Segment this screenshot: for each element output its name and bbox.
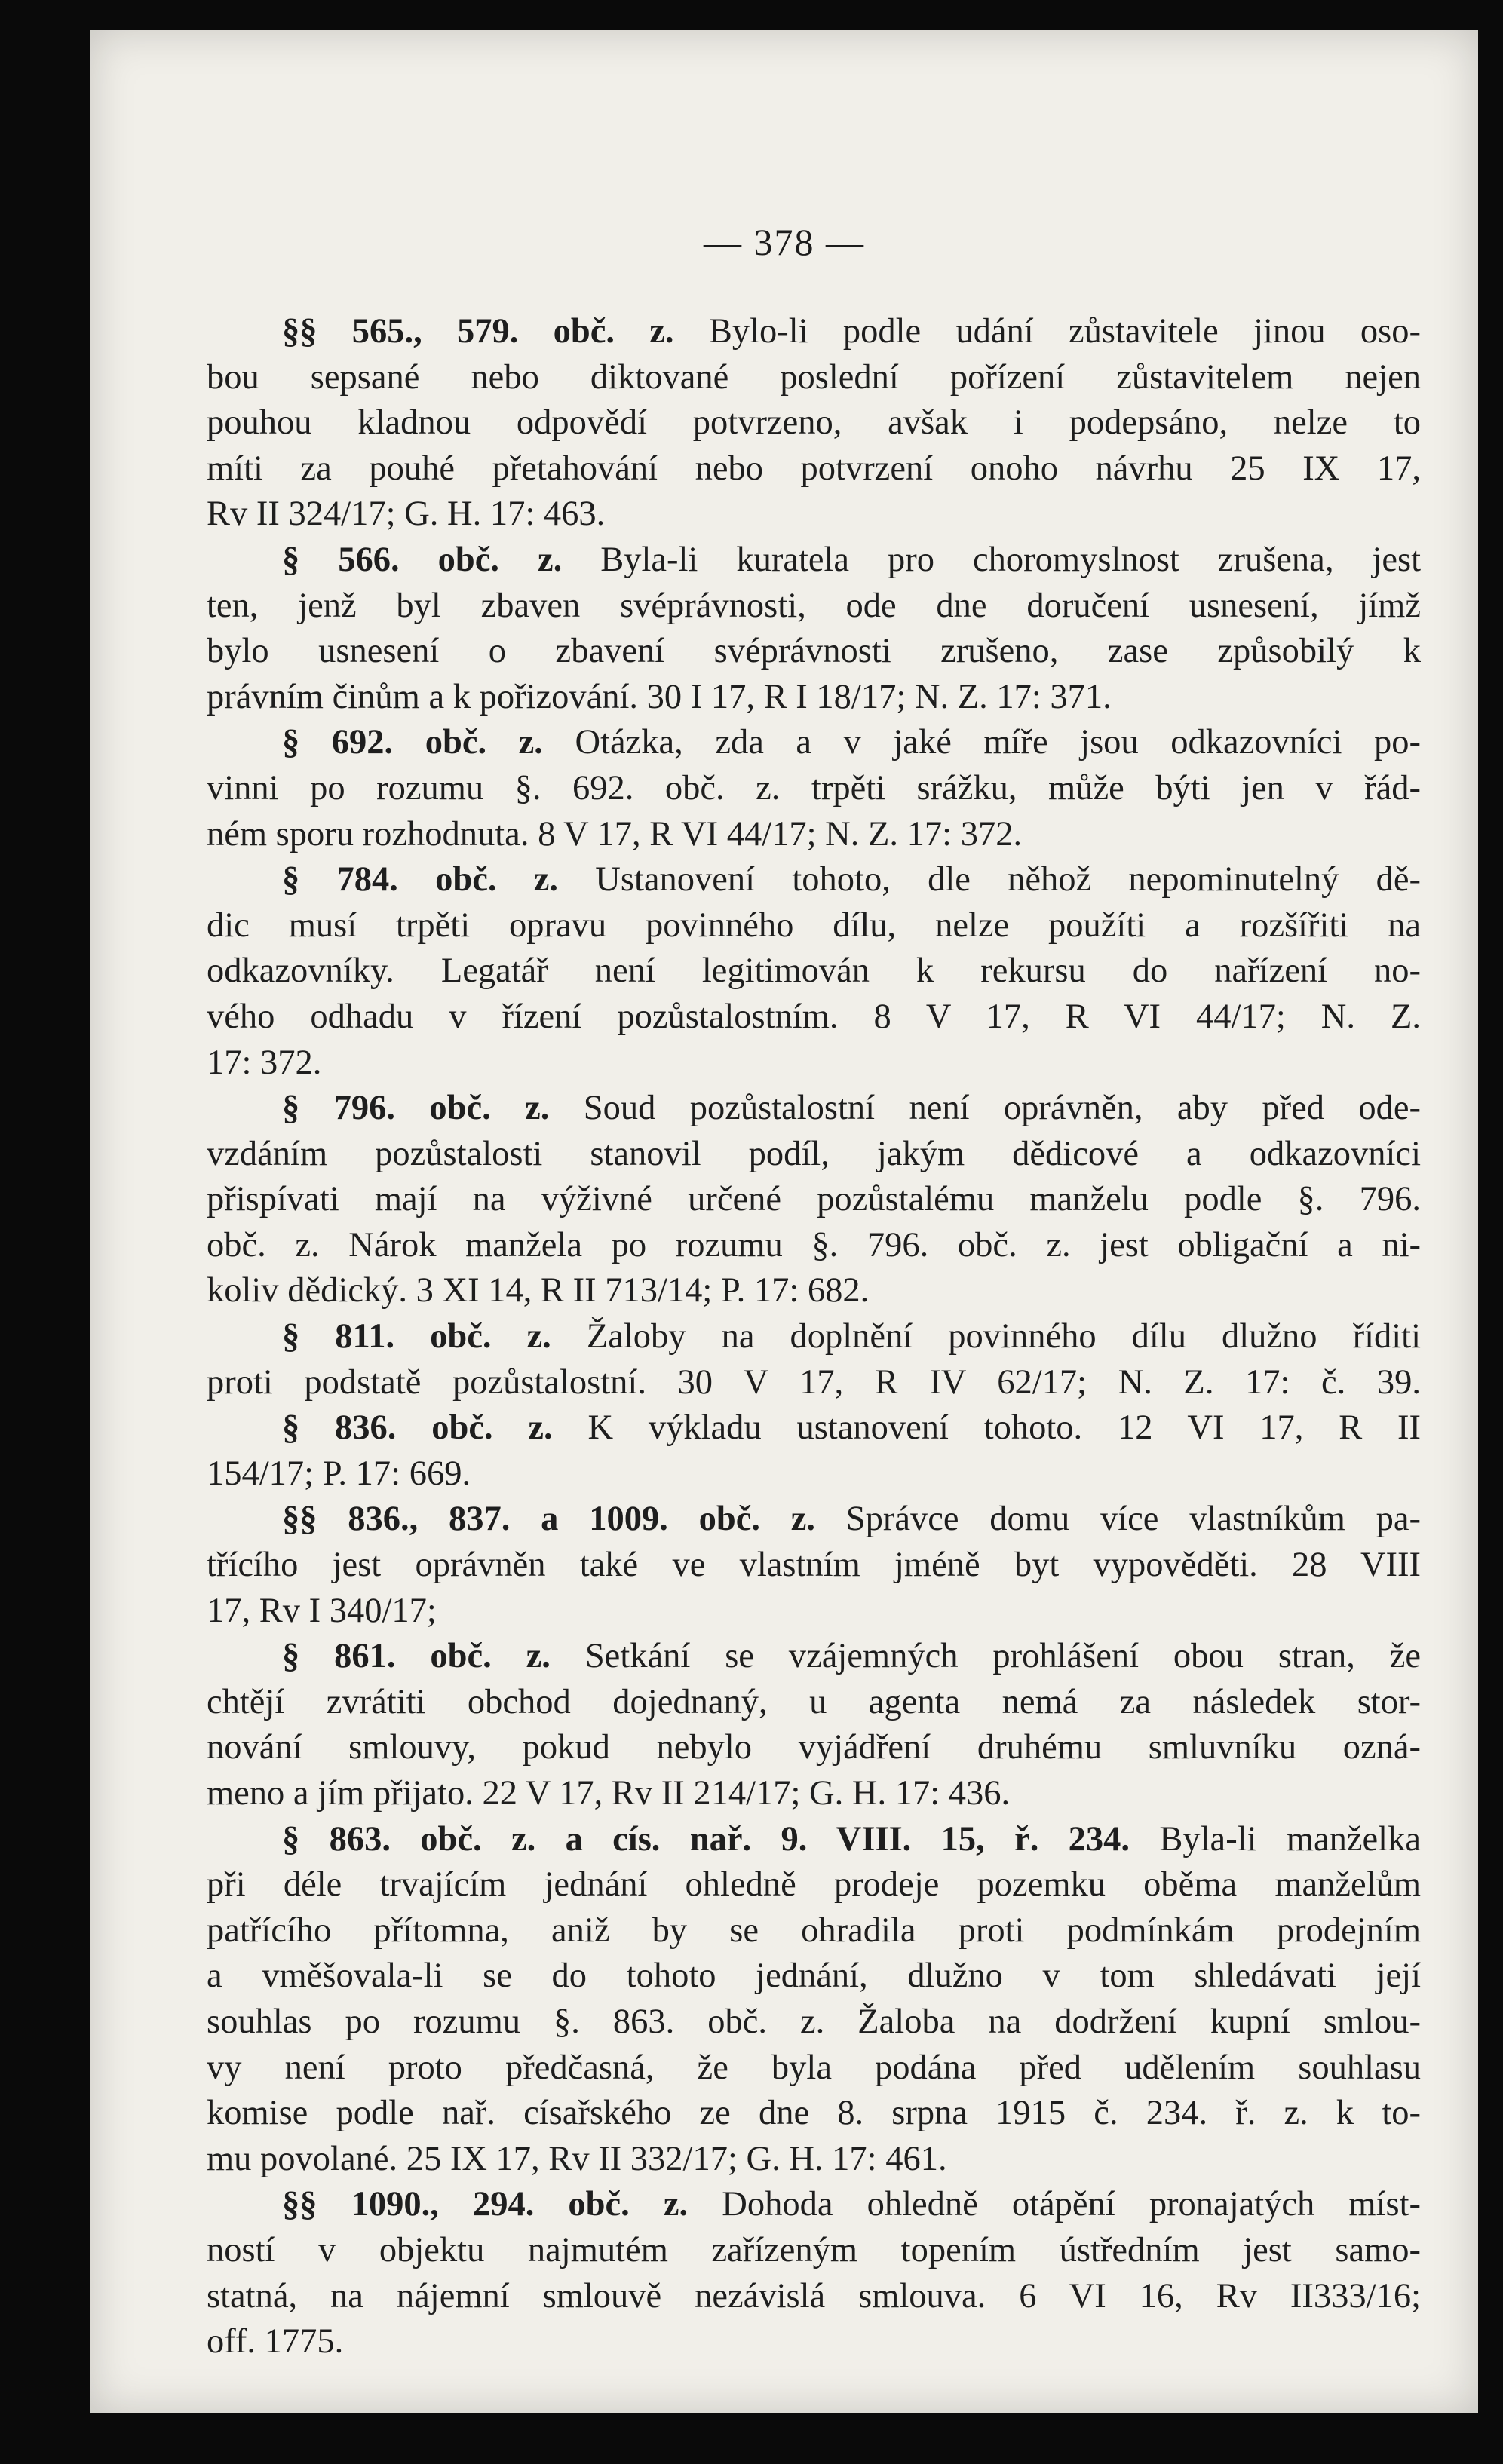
- text-line: a vměšovala-li se do tohoto jednání, dlužno v tom shledávati její: [207, 1957, 1421, 1996]
- text-line: ten, jenž byl zbaven svéprávnosti, ode dne doručení usnesení, jímž: [207, 586, 1421, 625]
- text-line: vy není proto předčasná, že byla podána před udělením souhlasu: [207, 2048, 1421, 2087]
- text-line: §§ 1090., 294. obč. z. Dohoda ohledně otápění pronajatých míst-: [282, 2185, 1421, 2224]
- section-ref: § 692. obč. z.: [282, 723, 543, 762]
- section-ref: § 784. obč. z.: [282, 860, 559, 899]
- text-line: chtějí zvrátiti obchod dojednaný, u agenta nemá za následek stor-: [207, 1682, 1421, 1721]
- text-line: vého odhadu v řízení pozůstalostním. 8 V 17, R VI 44/17; N. Z.: [207, 997, 1421, 1036]
- body-text: [207, 309, 1421, 2365]
- text-line: pouhou kladnou odpovědí potvrzeno, avšak i podepsáno, nelze to: [207, 403, 1421, 443]
- text-line: patřícího přítomna, aniž by se ohradila proti podmínkám prodejním: [207, 1911, 1421, 1950]
- text-line: § 861. obč. z. Setkání se vzájemných prohlášení obou stran, že: [282, 1637, 1421, 1676]
- text-line: statná, na nájemní smlouvě nezávislá smlouva. 6 VI 16, Rv II333/16;: [207, 2276, 1421, 2315]
- text-line: odkazovníky. Legatář není legitimován k rekursu do nařízení no-: [207, 952, 1421, 991]
- text-line: Rv II 324/17; G. H. 17: 463.: [207, 495, 606, 534]
- text-line: § 811. obč. z. Žaloby na doplnění povinného dílu dlužno říditi: [282, 1317, 1421, 1356]
- text-line: právním činům a k pořizování. 30 I 17, R I 18/17; N. Z. 17: 371.: [207, 677, 1112, 716]
- page-number: — 378 —: [704, 221, 865, 263]
- text-line: ností v objektu najmutém zařízeným topením ústředním jest samo-: [207, 2230, 1421, 2269]
- text-line: při déle trvajícím jednání ohledně prodeje pozemku oběma manželům: [207, 1865, 1421, 1905]
- section-ref: § 863. obč. z. a cís. nař. 9. VIII. 15, ř. 234.: [282, 1819, 1130, 1859]
- text-line: proti podstatě pozůstalostní. 30 V 17, R IV 62/17; N. Z. 17: č. 39.: [207, 1362, 1421, 1402]
- text-line: souhlas po rozumu §. 863. obč. z. Žaloba na dodržení kupní smlou-: [207, 2002, 1421, 2041]
- text-line: 154/17; P. 17: 669.: [207, 1454, 471, 1493]
- text-line: § 863. obč. z. a cís. nař. 9. VIII. 15, ř. 234. Byla-li manželka: [282, 1819, 1421, 1859]
- text-line: vzdáním pozůstalosti stanovil podíl, jakým dědicové a odkazovníci: [207, 1134, 1421, 1173]
- text-line: dic musí trpěti opravu povinného dílu, nelze použíti a rozšířiti na: [207, 906, 1421, 945]
- text-line: komise podle nař. císařského ze dne 8. srpna 1915 č. 234. ř. z. k to-: [207, 2094, 1421, 2133]
- text-line: § 692. obč. z. Otázka, zda a v jaké míře jsou odkazovníci po-: [282, 723, 1422, 762]
- text-line: míti za pouhé přetahování nebo potvrzení onoho návrhu 25 IX 17,: [207, 449, 1421, 488]
- text-line: § 784. obč. z. Ustanovení tohoto, dle něhož nepominutelný dě-: [282, 860, 1422, 899]
- section-ref: § 836. obč. z.: [282, 1408, 553, 1448]
- text-line: §§ 565., 579. obč. z. Bylo-li podle udání zůstavitele jinou oso-: [282, 312, 1421, 351]
- section-ref: §§ 1090., 294. obč. z.: [282, 2185, 689, 2224]
- section-ref: § 796. obč. z.: [282, 1089, 550, 1128]
- section-ref: § 861. obč. z.: [282, 1637, 551, 1676]
- text-line: mu povolané. 25 IX 17, Rv II 332/17; G. H. 17: 461.: [207, 2139, 947, 2178]
- text-line: třícího jest oprávněn také ve vlastním jméně byt vypověděti. 28 VIII: [207, 1546, 1421, 1585]
- text-line: vinni po rozumu §. 692. obč. z. trpěti srážku, může býti jen v řád-: [207, 768, 1421, 808]
- text-line: off. 1775.: [207, 2322, 344, 2361]
- text-line: přispívati mají na výživné určené pozůstalému manželu podle §. 796.: [207, 1180, 1421, 1219]
- text-line: meno a jím přijato. 22 V 17, Rv II 214/17; G. H. 17: 436.: [207, 1774, 1011, 1813]
- text-line: koliv dědický. 3 XI 14, R II 713/14; P. 17: 682.: [207, 1271, 870, 1310]
- section-ref: § 566. obč. z.: [282, 540, 563, 579]
- text-line: ném sporu rozhodnuta. 8 V 17, R VI 44/17; N. Z. 17: 372.: [207, 814, 1023, 854]
- section-ref: §§ 565., 579. obč. z.: [282, 312, 674, 351]
- text-line: § 566. obč. z. Byla-li kuratela pro choromyslnost zrušena, jest: [282, 540, 1422, 579]
- text-line: § 796. obč. z. Soud pozůstalostní není oprávněn, aby před ode-: [282, 1089, 1421, 1128]
- text-line: bylo usnesení o zbavení svéprávnosti zrušeno, zase způsobilý k: [207, 632, 1421, 671]
- text-line: obč. z. Nárok manžela po rozumu §. 796. obč. z. jest obligační a ni-: [207, 1225, 1421, 1264]
- text-line: §§ 836., 837. a 1009. obč. z. Správce domu více vlastníkům pa-: [282, 1500, 1421, 1539]
- text-line: 17, Rv I 340/17;: [207, 1591, 437, 1630]
- text-line: nování smlouvy, pokud nebylo vyjádření druhému smluvníku ozná-: [207, 1728, 1421, 1767]
- text-line: 17: 372.: [207, 1043, 322, 1082]
- text-line: bou sepsané nebo diktované poslední pořízení zůstavitelem nejen: [207, 357, 1421, 397]
- book-page: [90, 30, 1478, 2413]
- section-ref: § 811. obč. z.: [282, 1317, 551, 1356]
- text-line: § 836. obč. z. K výkladu ustanovení tohoto. 12 VI 17, R II: [282, 1408, 1422, 1448]
- section-ref: §§ 836., 837. a 1009. obč. z.: [282, 1500, 815, 1539]
